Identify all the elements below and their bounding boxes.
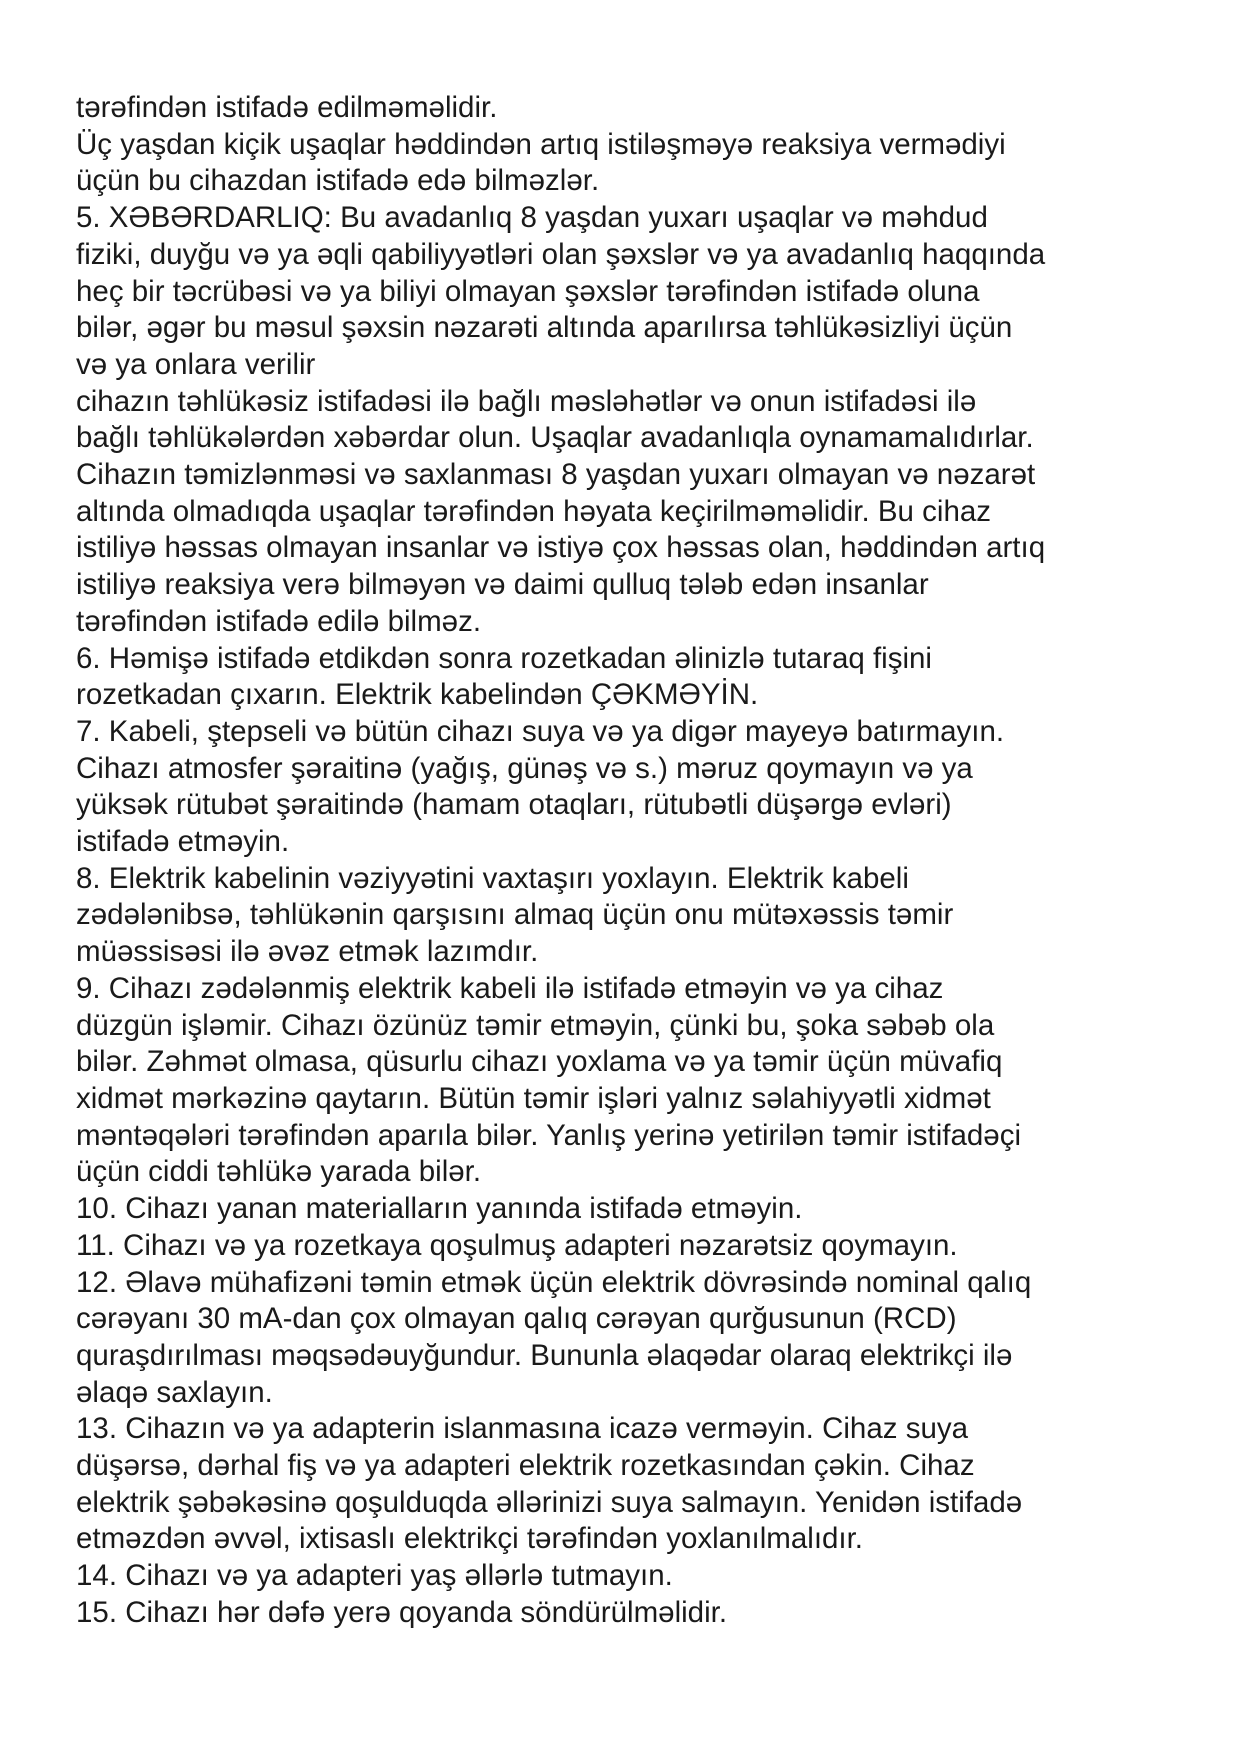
text-line: xidmət mərkəzinə qaytarın. Bütün təmir işləri yalnız səlahiyyətli xidmət	[76, 1081, 991, 1115]
text-line: 7. Kabeli, ştepseli və bütün cihazı suya və ya digər mayeyə batırmayın.	[76, 714, 1005, 748]
text-line: üçün bu cihazdan istifadə edə bilməzlər.	[76, 164, 600, 198]
text-line: rozetkadan çıxarın. Elektrik kabelindən ÇƏKMƏYİN.	[76, 678, 759, 712]
text-line: Cihazın təmizlənməsi və saxlanması 8 yaşdan yuxarı olmayan və nəzarət	[76, 458, 1036, 492]
text-line: heç bir təcrübəsi və ya biliyi olmayan şəxslər tərəfindən istifadə oluna	[76, 274, 980, 308]
text-line: yüksək rütubət şəraitində (hamam otaqları, rütubətli düşərgə evləri)	[76, 788, 952, 822]
text-line: zədələnibsə, təhlükənin qarşısını almaq üçün onu mütəxəssis təmir	[76, 898, 954, 932]
instructions-text	[76, 90, 1196, 1632]
text-line: müəssisəsi ilə əvəz etmək lazımdır.	[76, 935, 539, 969]
text-line: tərəfindən istifadə edilə bilməz.	[76, 604, 482, 638]
text-line: quraşdırılması məqsədəuyğundur. Bununla əlaqədar olaraq elektrikçi ilə	[76, 1338, 1013, 1372]
text-line: 6. Həmişə istifadə etdikdən sonra rozetkadan əlinizlə tutaraq fişini	[76, 641, 932, 675]
text-line: 5. XƏBƏRDARLIQ: Bu avadanlıq 8 yaşdan yuxarı uşaqlar və məhdud	[76, 201, 988, 235]
text-line: düzgün işləmir. Cihazı özünüz təmir etməyin, çünki bu, şoka səbəb ola	[76, 1008, 995, 1042]
text-line: etməzdən əvvəl, ixtisaslı elektrikçi tərəfindən yoxlanılmalıdır.	[76, 1522, 864, 1556]
text-line: 10. Cihazı yanan materialların yanında istifadə etməyin.	[76, 1192, 803, 1226]
text-line: 14. Cihazı və ya adapteri yaş əllərlə tutmayın.	[76, 1559, 673, 1593]
text-line: 8. Elektrik kabelinin vəziyyətini vaxtaşırı yoxlayın. Elektrik kabeli	[76, 861, 909, 895]
text-line: 9. Cihazı zədələnmiş elektrik kabeli ilə istifadə etməyin və ya cihaz	[76, 971, 944, 1005]
text-line: tərəfindən istifadə edilməməlidir.	[76, 91, 498, 124]
text-line: 13. Cihazın və ya adapterin islanmasına icazə verməyin. Cihaz suya	[76, 1412, 969, 1446]
text-line: elektrik şəbəkəsinə qoşulduqda əllərinizi suya salmayın. Yenidən istifadə	[76, 1485, 1023, 1519]
text-line: 15. Cihazı hər dəfə yerə qoyanda söndürülməlidir.	[76, 1595, 728, 1629]
text-line: fiziki, duyğu və ya əqli qabiliyyətləri olan şəxslər və ya avadanlıq haqqında	[76, 237, 1046, 271]
text-line: əlaqə saxlayın.	[76, 1375, 273, 1409]
text-line: istiliyə reaksiya verə bilməyən və daimi qulluq tələb edən insanlar	[76, 568, 929, 602]
text-line: üçün ciddi təhlükə yarada bilər.	[76, 1155, 482, 1189]
text-line: altında olmadıqda uşaqlar tərəfindən həyata keçirilməməlidir. Bu cihaz	[76, 494, 992, 528]
text-line: məntəqələri tərəfindən aparıla bilər. Yanlış yerinə yetirilən təmir istifadəçi	[76, 1118, 1022, 1152]
text-line: düşərsə, dərhal fiş və ya adapteri elektrik rozetkasından çəkin. Cihaz	[76, 1449, 975, 1483]
text-line: istiliyə həssas olmayan insanlar və istiyə çox həssas olan, həddindən artıq	[76, 531, 1046, 565]
text-line: 11. Cihazı və ya rozetkaya qoşulmuş adapteri nəzarətsiz qoymayın.	[76, 1228, 958, 1262]
text-line: və ya onlara verilir	[76, 347, 316, 381]
text-line: Üç yaşdan kiçik uşaqlar həddindən artıq istiləşməyə reaksiya vermədiyi	[76, 127, 1006, 161]
text-line: cihazın təhlükəsiz istifadəsi ilə bağlı məsləhətlər və onun istifadəsi ilə	[76, 384, 977, 418]
text-line: Cihazı atmosfer şəraitinə (yağış, günəş və s.) məruz qoymayın və ya	[76, 751, 973, 785]
text-line: bilər. Zəhmət olmasa, qüsurlu cihazı yoxlama və ya təmir üçün müvafiq	[76, 1045, 1003, 1079]
text-line: 12. Əlavə mühafizəni təmin etmək üçün elektrik dövrəsində nominal qalıq	[76, 1265, 1032, 1299]
text-line: cərəyanı 30 mA-dan çox olmayan qalıq cərəyan qurğusunun (RCD)	[76, 1302, 957, 1336]
text-line: bağlı təhlükələrdən xəbərdar olun. Uşaqlar avadanlıqla oynamamalıdırlar.	[76, 421, 1034, 455]
text-line: bilər, əgər bu məsul şəxsin nəzarəti altında aparılırsa təhlükəsizliyi üçün	[76, 311, 1013, 345]
text-line: istifadə etməyin.	[76, 825, 290, 859]
